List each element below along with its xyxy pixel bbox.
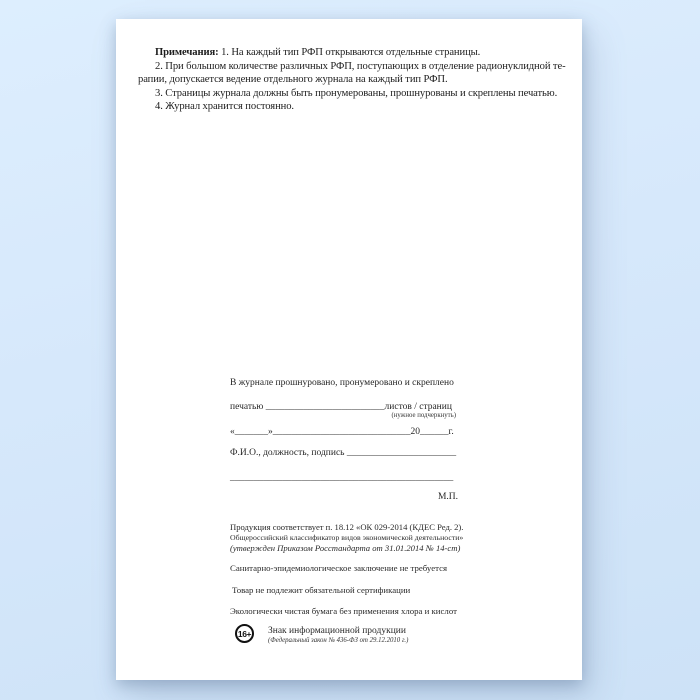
- sanitary-statement: Санитарно-эпидемиологическое заключение не требуется: [230, 563, 448, 573]
- seal-label: печатью: [230, 402, 266, 412]
- information-product-sign-row: [230, 622, 520, 652]
- fio-label: Ф.И.О., должность, подпись: [230, 448, 347, 458]
- fio-position-signature-line: [230, 448, 456, 458]
- sheets-pages-label: листов / страниц: [384, 402, 452, 412]
- binding-statement: В журнале прошнуровано, пронумеровано и скреплено: [230, 378, 454, 388]
- underline-instruction: (нужное подчеркнуть): [391, 412, 456, 419]
- info-sign-law-reference: (Федеральный закон № 436-ФЗ от 29.12.2010 г.): [268, 637, 409, 644]
- age-rating-label: 16+: [237, 628, 252, 639]
- eco-paper-statement: Экологически чистая бумага без применения хлора и кислот: [230, 606, 457, 616]
- compliance-block: [230, 522, 520, 662]
- notes-line-1-text: 1. На каждый тип РФП открываются отдельные страницы.: [218, 47, 481, 58]
- seal-place-mark: М.П.: [437, 492, 458, 502]
- notes-line-1: [138, 46, 576, 60]
- notes-label: Примечания:: [155, 47, 219, 58]
- document-page: [116, 19, 582, 680]
- product-standard-line-2: Общероссийский классификатор видов экономической деятельности»: [230, 533, 464, 542]
- notes-line-4: 3. Страницы журнала должны быть пронумерованы, прошнурованы и скреплены печатью.: [155, 87, 558, 99]
- binding-certification-block: [230, 378, 462, 513]
- signature-blank-line: _______________________________________________: [230, 473, 454, 483]
- age-rating-16plus-icon: [235, 624, 254, 643]
- seal-sheets-line: [230, 402, 452, 412]
- notes-block: [138, 46, 576, 114]
- fio-blank-field: _______________________: [346, 448, 457, 458]
- notes-line-5: 4. Журнал хранится постоянно.: [155, 101, 294, 113]
- no-certification-statement: Товар не подлежит обязательной сертификации: [232, 585, 411, 595]
- date-blank-line: «_______»_____________________________20______г.: [230, 427, 454, 437]
- info-sign-title: Знак информационной продукции: [268, 626, 406, 636]
- sheets-blank-field: _________________________: [265, 402, 385, 412]
- product-standard-line-1: Продукция соответствует п. 18.12 «ОК 029-2014 (КДЕС Ред. 2).: [230, 522, 464, 532]
- notes-line-2: 2. При большом количестве различных РФП, поступающих в отделение радионуклидной те-: [155, 60, 566, 72]
- notes-line-3: рапии, допускается ведение отдельного журнала на каждый тип РФП.: [138, 74, 448, 86]
- product-standard-line-3: (утвержден Приказом Росстандарта от 31.01.2014 № 14-ст): [230, 543, 461, 553]
